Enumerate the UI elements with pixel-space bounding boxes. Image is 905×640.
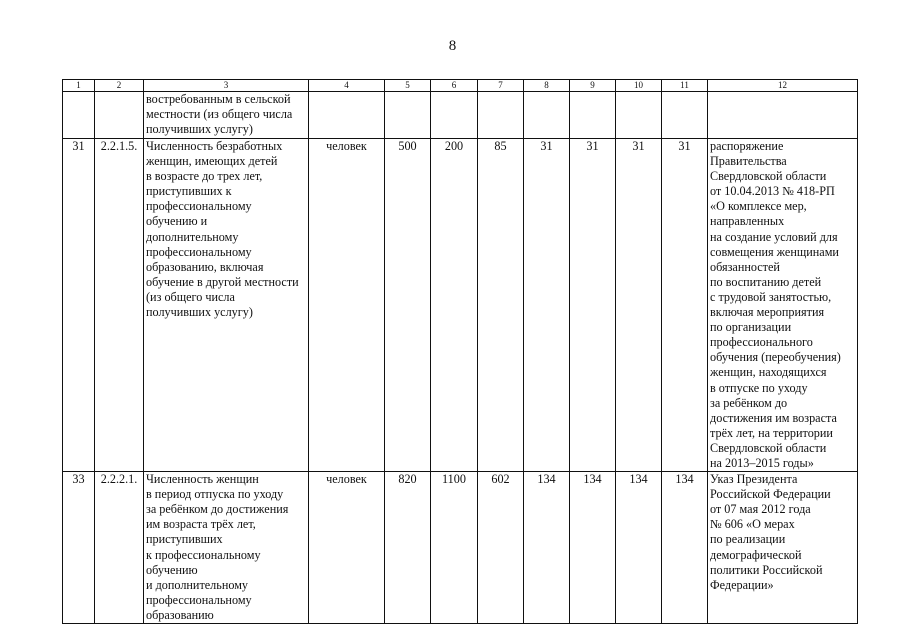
value-col9: 134 (570, 472, 616, 624)
value-col5 (385, 92, 431, 139)
value-col10 (616, 92, 662, 139)
column-number: 10 (616, 80, 662, 92)
column-number: 11 (662, 80, 708, 92)
value-col11: 31 (662, 139, 708, 472)
indicator-text: Численность безработных женщин, имеющих детей в возрасте до трех лет, приступивших к профессиональному обучению и дополнительному профессиональному образованию, включая обучение в другой местности (из общего числа получивших услугу) (144, 139, 309, 472)
column-number: 8 (524, 80, 570, 92)
column-number: 7 (478, 80, 524, 92)
value-col5: 820 (385, 472, 431, 624)
table-row (63, 139, 858, 472)
value-col6: 200 (431, 139, 478, 472)
column-number: 5 (385, 80, 431, 92)
value-col6: 1100 (431, 472, 478, 624)
value-col9: 31 (570, 139, 616, 472)
value-col11: 134 (662, 472, 708, 624)
value-col7: 85 (478, 139, 524, 472)
unit: человек (309, 472, 385, 624)
value-col10: 31 (616, 139, 662, 472)
legal-basis: распоряжение Правительства Свердловской области от 10.04.2013 № 418-РП «О комплексе мер, направленных на создание условий для совмещения женщинами обязанностей по воспитанию детей с трудовой занятостью, включая мероприятия по организации профессионального обучения (переобучения) женщин, находящихся в отпуске по уходу за ребёнком до достижения им возраста трёх лет, на территории Свердловской области на 2013–2015 годы» (708, 139, 858, 472)
column-number: 12 (708, 80, 858, 92)
legal-basis (708, 92, 858, 139)
row-number: 31 (63, 139, 95, 472)
indicator-text: востребованным в сельской местности (из общего числа получивших услугу) (144, 92, 309, 139)
row-number: 33 (63, 472, 95, 624)
row-number (63, 92, 95, 139)
row-code: 2.2.1.5. (95, 139, 144, 472)
value-col7 (478, 92, 524, 139)
indicator-text: Численность женщин в период отпуска по уходу за ребёнком до достижения им возраста трёх лет, приступивших к профессиональному обучению и дополнительному профессиональному образованию (144, 472, 309, 624)
table-row (63, 472, 858, 624)
page-number: 8 (448, 38, 457, 54)
column-number: 4 (309, 80, 385, 92)
value-col5: 500 (385, 139, 431, 472)
table-row (63, 92, 858, 139)
column-number: 3 (144, 80, 309, 92)
value-col9 (570, 92, 616, 139)
row-code: 2.2.2.1. (95, 472, 144, 624)
value-col7: 602 (478, 472, 524, 624)
column-number: 2 (95, 80, 144, 92)
column-number: 6 (431, 80, 478, 92)
value-col8: 31 (524, 139, 570, 472)
unit (309, 92, 385, 139)
column-number-row (63, 80, 858, 92)
value-col8 (524, 92, 570, 139)
value-col8: 134 (524, 472, 570, 624)
legal-basis: Указ Президента Российской Федерации от 07 мая 2012 года № 606 «О мерах по реализации демографической политики Российской Федерации» (708, 472, 858, 624)
unit: человек (309, 139, 385, 472)
value-col10: 134 (616, 472, 662, 624)
column-number: 9 (570, 80, 616, 92)
row-code (95, 92, 144, 139)
value-col6 (431, 92, 478, 139)
column-number: 1 (63, 80, 95, 92)
value-col11 (662, 92, 708, 139)
indicators-table (62, 79, 858, 624)
